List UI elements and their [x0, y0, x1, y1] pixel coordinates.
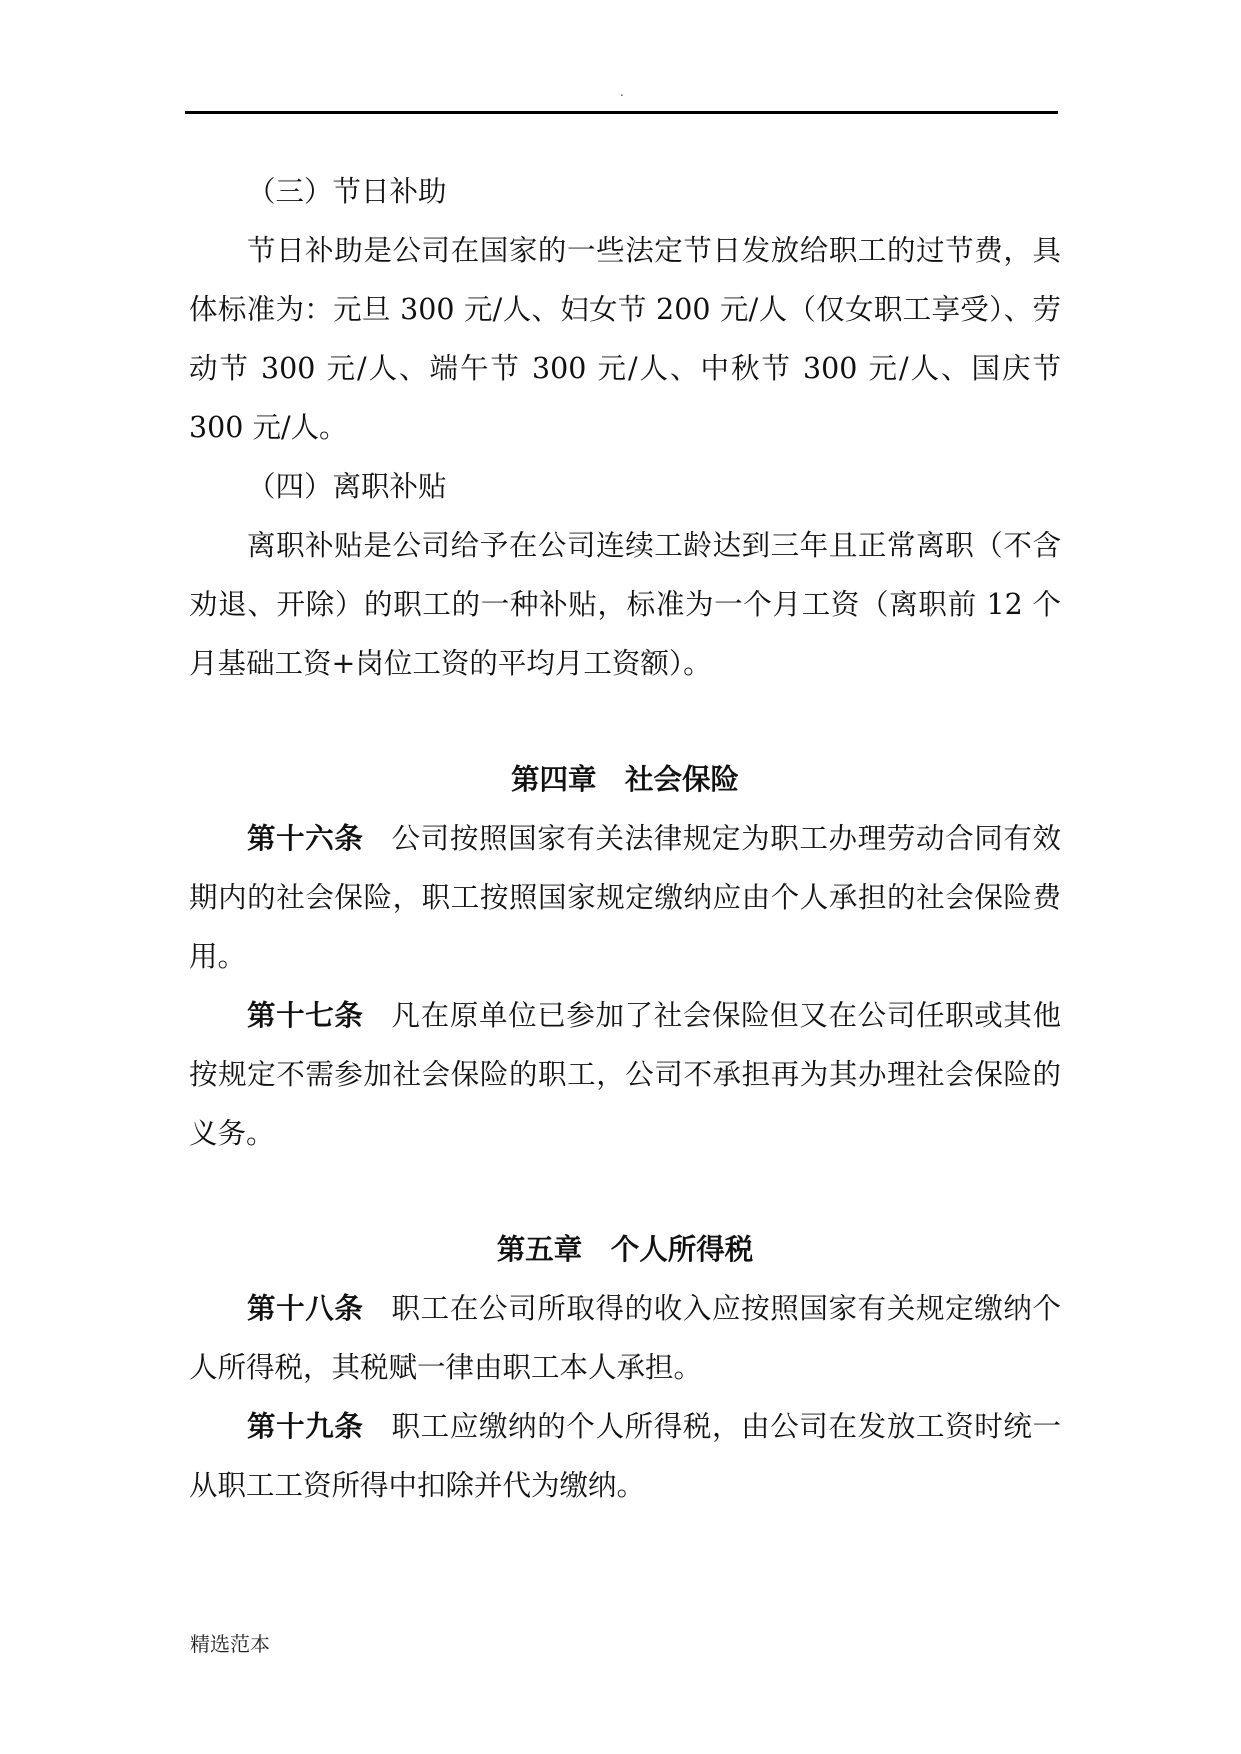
article-19-label: 第十九条 — [247, 1410, 364, 1443]
header-rule — [185, 111, 1058, 114]
document-body — [189, 162, 1061, 1515]
article-19-text: 职工应缴纳的个人所得税，由公司在发放工资时统一从职工工资所得中扣除并代为缴纳。 — [189, 1410, 1061, 1502]
header-mark: . — [620, 85, 624, 99]
article-16 — [189, 809, 1061, 986]
section-3-body: 节日补助是公司在国家的一些法定节日发放给职工的过节费，具体标准为：元旦 300 元/人、妇女节 200 元/人（仅女职工享受）、劳动节 300 元/人、端午节 300 元/人、中秋节 300 元/人、国庆节 300 元/人。 — [189, 234, 1061, 444]
chapter-4-title: 第四章 社会保险 — [510, 763, 739, 796]
article-19 — [189, 1397, 1061, 1515]
section-4-heading: （四）离职补贴 — [247, 470, 447, 503]
article-17-text: 凡在原单位已参加了社会保险但又在公司任职或其他按规定不需参加社会保险的职工，公司不承担再为其办理社会保险的义务。 — [189, 999, 1061, 1150]
article-17 — [189, 986, 1061, 1163]
article-17-label: 第十七条 — [247, 999, 364, 1032]
article-16-text: 公司按照国家有关法律规定为职工办理劳动合同有效期内的社会保险，职工按照国家规定缴纳应由个人承担的社会保险费用。 — [189, 822, 1061, 973]
chapter-5-title: 第五章 个人所得税 — [496, 1233, 754, 1266]
section-3-heading: （三）节日补助 — [247, 175, 447, 208]
footer-label: 精选范本 — [190, 1632, 270, 1656]
article-16-label: 第十六条 — [247, 822, 364, 855]
article-18 — [189, 1279, 1061, 1397]
section-4-body: 离职补贴是公司给予在公司连续工龄达到三年且正常离职（不含劝退、开除）的职工的一种补贴，标准为一个月工资（离职前 12 个月基础工资+岗位工资的平均月工资额）。 — [189, 529, 1061, 680]
article-18-label: 第十八条 — [247, 1292, 364, 1325]
article-18-text: 职工在公司所取得的收入应按照国家有关规定缴纳个人所得税，其税赋一律由职工本人承担。 — [189, 1292, 1061, 1384]
